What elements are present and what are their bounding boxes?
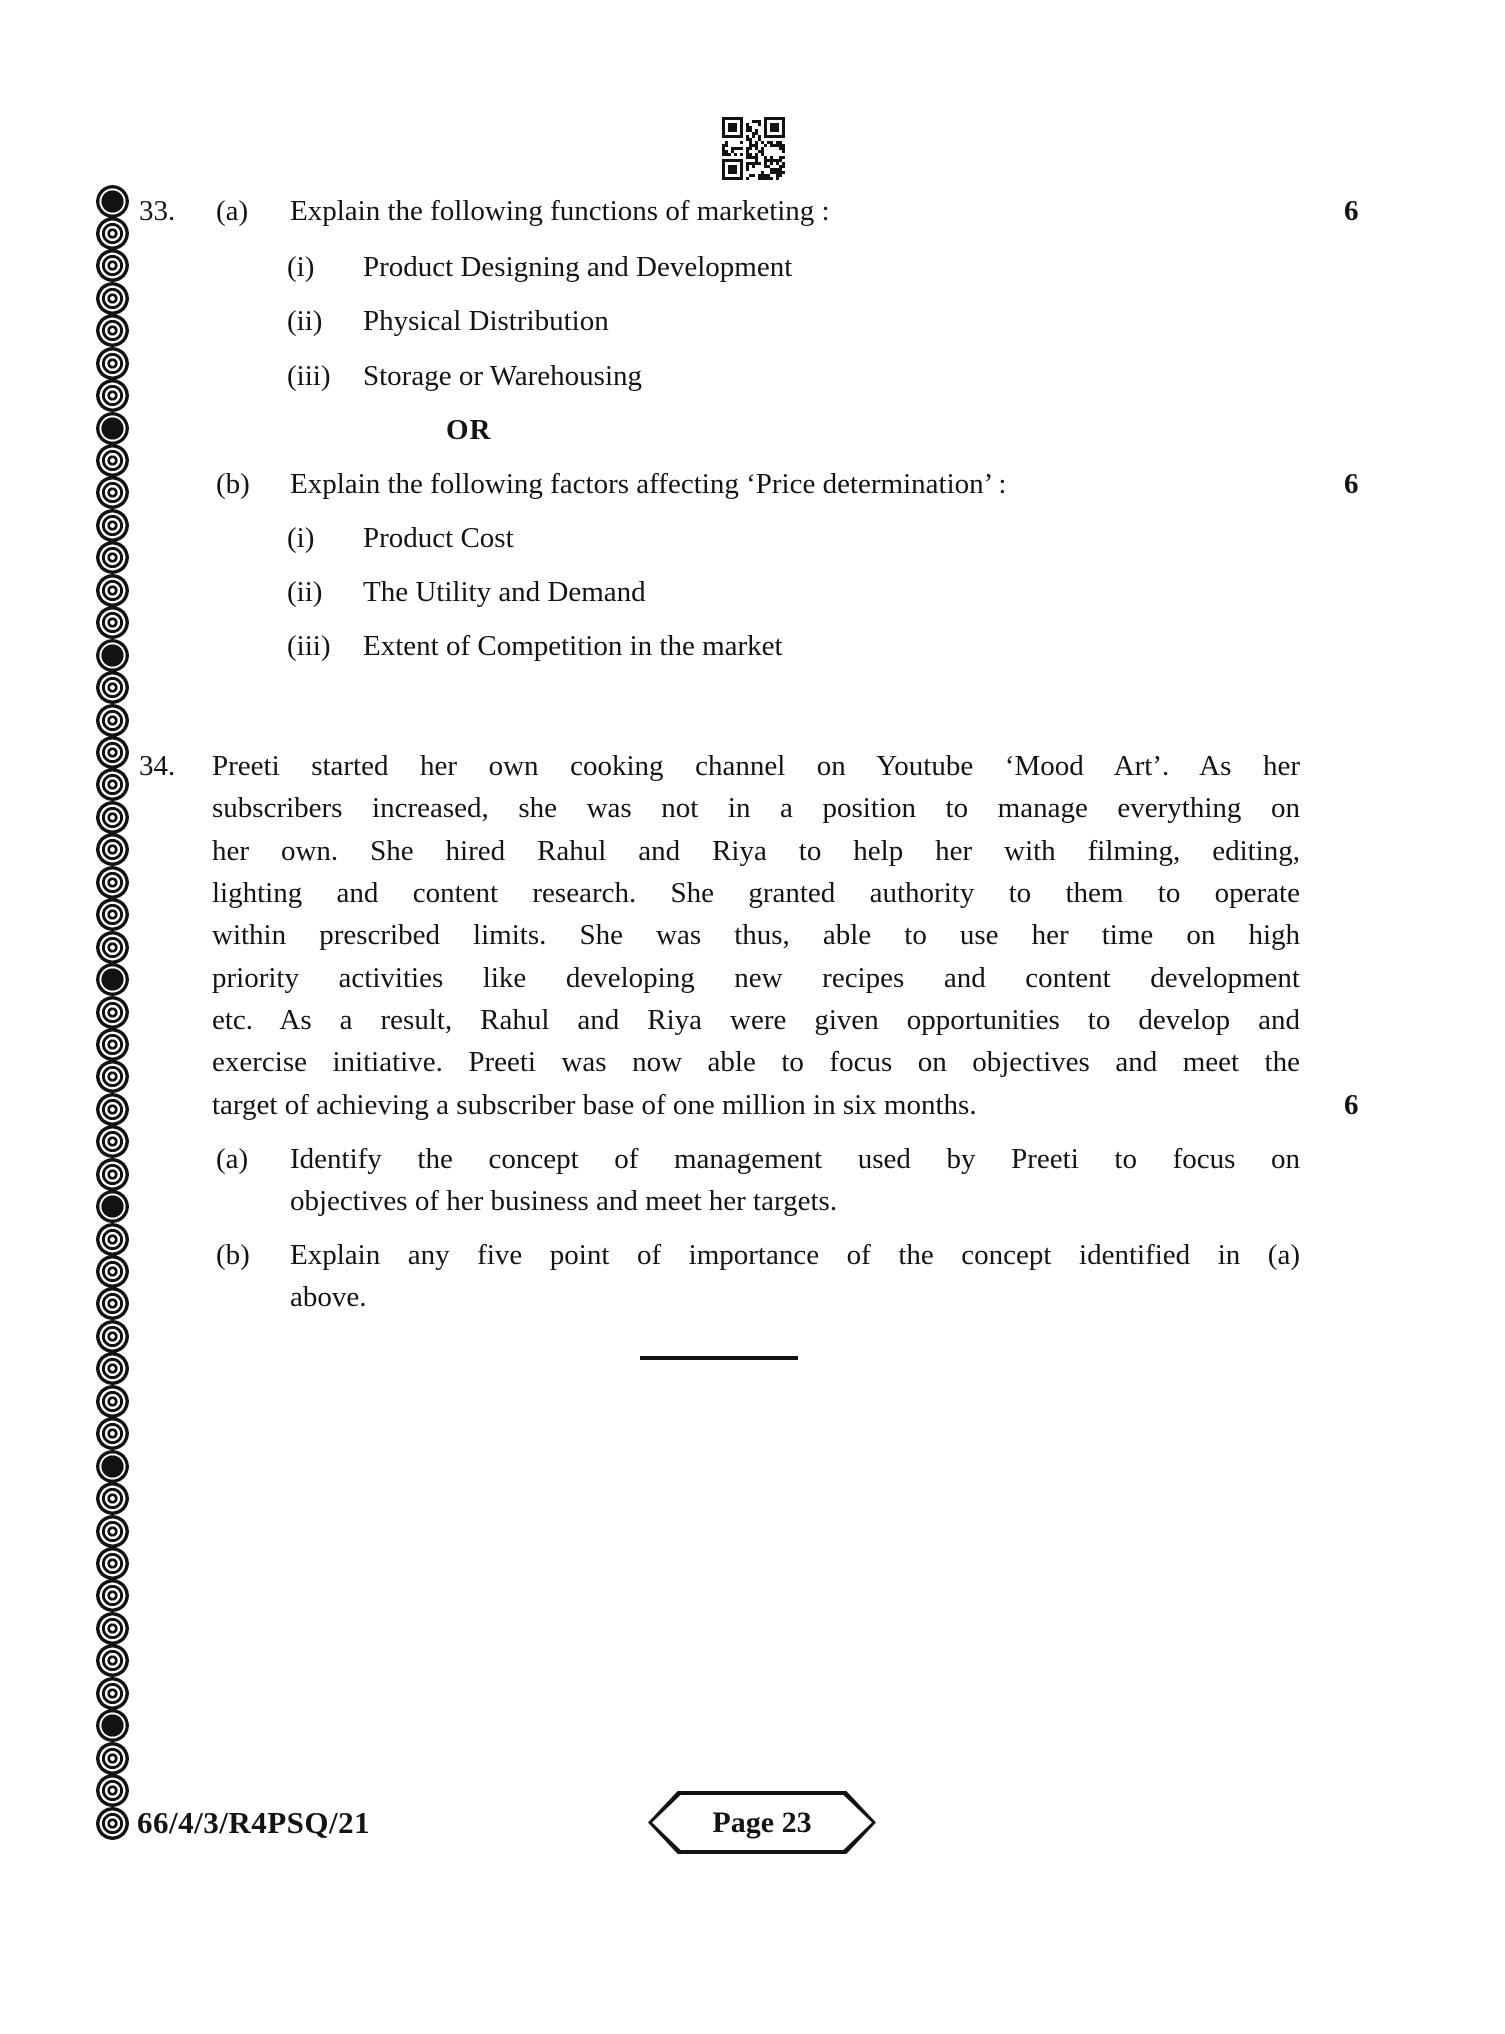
binding-ring [95,1546,130,1581]
binding-ring [95,1514,130,1549]
q34-para-line-7: etc. As a result, Rahul and Riya were given opportunities to develop and [212,1004,1300,1036]
binding-ring [95,1416,130,1451]
q33b-item-1-text: Product Cost [363,522,514,554]
binding-ring-filled [95,1449,130,1484]
binding-ring-filled [95,1708,130,1743]
q33b-item-2 [0,571,1505,613]
q34-para-line-2: subscribers increased, she was not in a position to manage everything on [212,792,1300,824]
binding-ring [95,1741,130,1776]
page-number-text: Page 23 [712,1805,812,1839]
q34-para-line-5: within prescribed limits. She was thus, able to use her time on high [212,919,1300,951]
q33-part-a-marks: 6 [1344,195,1359,227]
end-divider-line [640,1356,798,1360]
binding-ring [95,832,130,867]
q33-part-a-row [0,190,1505,232]
binding-ring [95,1319,130,1354]
q33a-item-1-label: (i) [287,251,315,283]
q33b-item-3-label: (iii) [287,630,331,662]
q34-para-line-6: priority activities like developing new recipes and content development [212,962,1300,994]
q34-para-line-1: Preeti started her own cooking channel on Youtube ‘Mood Art’. As her [212,750,1300,782]
q34-part-a-line-1: Identify the concept of management used by Preeti to focus on [290,1143,1300,1175]
binding-ring [95,995,130,1030]
q33b-item-3-text: Extent of Competition in the market [363,630,783,662]
q33b-item-1 [0,517,1505,559]
binding-ring [95,1286,130,1321]
binding-ring [95,670,130,705]
q33-or-row [0,409,1505,451]
footer-paper-code: 66/4/3/R4PSQ/21 [137,1805,371,1840]
binding-ring [95,1481,130,1516]
q33-part-b-label: (b) [216,468,250,500]
q33a-item-2 [0,300,1505,342]
q34-part-b-line-2: above. [290,1281,367,1313]
q34-marks: 6 [1344,1089,1359,1121]
q33-number: 33. [139,195,176,227]
q33-part-b-text: Explain the following factors affecting ‘Price determination’ : [290,468,1007,500]
q33-part-b-row [0,463,1505,505]
binding-ring-filled [95,1189,130,1224]
q34-part-b-line-1: Explain any five point of importance of the concept identified in (a) [290,1239,1300,1271]
binding-ring [95,1351,130,1386]
binding-ring [95,1806,130,1841]
q34-para-line-3: her own. She hired Rahul and Riya to help her with filming, editing, [212,835,1300,867]
page-number-badge [648,1791,876,1854]
binding-ring [95,930,130,965]
binding-ring [95,1773,130,1808]
binding-ring [95,1384,130,1419]
q33b-item-1-label: (i) [287,522,315,554]
binding-ring [95,800,130,835]
q33a-item-1 [0,246,1505,288]
binding-ring [95,1578,130,1613]
q33a-item-1-text: Product Designing and Development [363,251,793,283]
q34-number: 34. [139,750,176,782]
q33a-item-3 [0,355,1505,397]
binding-ring [95,703,130,738]
binding-ring [95,1676,130,1711]
q34-marks-row [0,1084,1505,1126]
q33b-item-2-text: The Utility and Demand [363,576,646,608]
q34-part-b-label: (b) [216,1239,250,1271]
q33-part-a-label: (a) [216,195,249,227]
q33a-item-3-text: Storage or Warehousing [363,360,643,392]
q33-part-a-text: Explain the following functions of marketing : [290,195,830,227]
q33-part-b-marks: 6 [1344,468,1359,500]
q33b-item-2-label: (ii) [287,576,323,608]
qr-code-icon [722,117,785,180]
q34-para-line-8: exercise initiative. Preeti was now able to focus on objectives and meet the [212,1046,1300,1078]
q33a-item-2-label: (ii) [287,305,323,337]
binding-ring-filled [95,962,130,997]
binding-ring [95,1027,130,1062]
q33a-item-2-text: Physical Distribution [363,305,609,337]
q34-part-a-line-2: objectives of her business and meet her targets. [290,1185,838,1217]
binding-ring [95,897,130,932]
or-separator: OR [446,414,492,446]
q34-para-line-4: lighting and content research. She granted authority to them to operate [212,877,1300,909]
q34-part-a-label: (a) [216,1143,249,1175]
binding-ring [95,1611,130,1646]
binding-ring [95,865,130,900]
binding-ring [95,1643,130,1678]
q33a-item-3-label: (iii) [287,360,331,392]
q34-para-line-9: target of achieving a subscriber base of one million in six months. [212,1089,977,1121]
q33b-item-3 [0,625,1505,667]
